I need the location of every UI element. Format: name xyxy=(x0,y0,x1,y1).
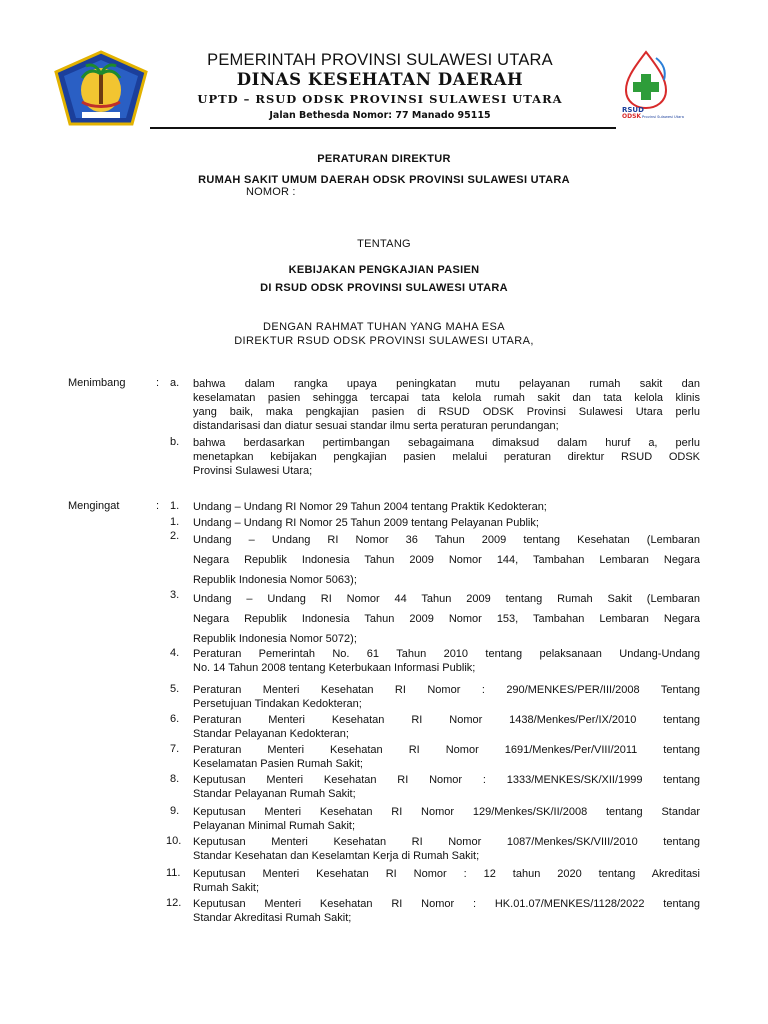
mengingat-item-marker: 5. xyxy=(170,683,180,695)
mengingat-item-line: Standar Pelayanan Kedokteran; xyxy=(193,728,349,740)
mengingat-item-marker: 6. xyxy=(170,713,180,725)
menimbang-item-line: Provinsi Sulawesi Utara; xyxy=(193,465,313,477)
mengingat-item-line: Keputusan Menteri Kesehatan RI Nomor 1087/Menkes/SK/VIII/2010 tentang xyxy=(193,836,700,848)
director-line: DIREKTUR RSUD ODSK PROVINSI SULAWESI UTARA, xyxy=(234,335,534,347)
mengingat-item-marker: 11. xyxy=(166,867,181,879)
letterhead-divider xyxy=(150,127,616,129)
mengingat-item-marker: 1. xyxy=(170,516,180,528)
menimbang-item-text xyxy=(193,377,700,433)
subject-line-1: KEBIJAKAN PENGKAJIAN PASIEN xyxy=(288,264,480,276)
mengingat-item-line: Negara Republik Indonesia Tahun 2009 Nomor 144, Tambahan Lembaran Negara xyxy=(193,554,700,566)
mengingat-item-marker: 10. xyxy=(166,835,182,847)
menimbang-item-line: keselamatan pasien sehingga tercapai tata kelola rumah sakit dan tata kelola klinis xyxy=(193,392,700,404)
letterhead xyxy=(150,50,610,123)
mengingat-item-text xyxy=(193,835,700,863)
menimbang-item-line: bahwa dalam rangka upaya peningkatan mutu pelayanan rumah sakit dan xyxy=(193,378,700,390)
menimbang-item-marker: a. xyxy=(170,377,180,389)
menimbang-item-line: yang baik, maka pengkajian pasien di RSUD ODSK Provinsi Sulawesi Utara perlu xyxy=(193,406,700,418)
menimbang-item-marker: b. xyxy=(170,436,180,448)
mengingat-item-line: Persetujuan Tindakan Kedokteran; xyxy=(193,698,362,710)
mengingat-item-text xyxy=(193,683,700,711)
mengingat-item-line: Peraturan Pemerintah No. 61 Tahun 2010 tentang pelaksanaan Undang-Undang xyxy=(193,648,700,660)
mengingat-item-line: Keputusan Menteri Kesehatan RI Nomor 129/Menkes/SK/II/2008 tentang Standar xyxy=(193,806,700,818)
mengingat-item-text xyxy=(193,805,700,833)
mengingat-colon: : xyxy=(156,500,160,512)
logo-text-province: Provinsi Sulawesi Utara xyxy=(642,115,684,119)
mengingat-item-marker: 7. xyxy=(170,743,180,755)
logo-text-rsud: RSUD xyxy=(622,106,644,114)
mengingat-item-line: Standar Akreditasi Rumah Sakit; xyxy=(193,912,352,924)
mengingat-item-text xyxy=(193,500,700,514)
mengingat-item-marker: 8. xyxy=(170,773,180,785)
mengingat-item-line: Undang – Undang RI Nomor 36 Tahun 2009 tentang Kesehatan (Lembaran xyxy=(193,534,700,546)
mengingat-item-text xyxy=(193,647,700,675)
mengingat-item-marker: 4. xyxy=(170,647,180,659)
menimbang-item-line: bahwa berdasarkan pertimbangan sebagaimana dimaksud dalam huruf a, perlu xyxy=(193,437,700,449)
mengingat-item-line: Keputusan Menteri Kesehatan RI Nomor : HK.01.07/MENKES/1128/2022 tentang xyxy=(193,898,700,910)
document-number: NOMOR : xyxy=(246,186,296,198)
mengingat-item-marker: 12. xyxy=(166,897,182,909)
mengingat-label: Mengingat xyxy=(68,500,120,512)
mengingat-item-text xyxy=(193,516,700,530)
invocation: DENGAN RAHMAT TUHAN YANG MAHA ESA xyxy=(262,321,505,333)
mengingat-item-line: Negara Republik Indonesia Tahun 2009 Nomor 153, Tambahan Lembaran Negara xyxy=(193,613,700,625)
subject-line-2: DI RSUD ODSK PROVINSI SULAWESI UTARA xyxy=(260,282,508,294)
mengingat-item-line: No. 14 Tahun 2008 tentang Keterbukaan Informasi Publik; xyxy=(193,662,476,674)
mengingat-item-marker: 1. xyxy=(170,500,180,512)
mengingat-item-line: Standar Pelayanan Rumah Sakit; xyxy=(193,788,356,800)
mengingat-item-text xyxy=(193,530,700,590)
tentang-label: TENTANG xyxy=(357,238,411,250)
menimbang-item-text xyxy=(193,436,700,478)
letterhead-address: Jalan Bethesda Nomor: 77 Manado 95115 xyxy=(269,110,491,121)
logo-text-odsk: ODSK xyxy=(622,113,642,120)
mengingat-item-line: Republik Indonesia Nomor 5072); xyxy=(193,633,357,645)
menimbang-item-line: menetapkan kebijakan pengkajian pasien melalui peraturan direktur RSUD ODSK xyxy=(193,451,700,463)
mengingat-item-line: Undang – Undang RI Nomor 25 Tahun 2009 tentang Pelayanan Publik; xyxy=(193,517,539,529)
mengingat-item-marker: 3. xyxy=(170,589,180,601)
mengingat-item-text xyxy=(193,713,700,741)
mengingat-item-line: Standar Kesehatan dan Keselamtan Kerja di Rumah Sakit; xyxy=(193,850,480,862)
mengingat-item-line: Republik Indonesia Nomor 5063); xyxy=(193,574,357,586)
menimbang-colon: : xyxy=(156,377,160,389)
mengingat-item-marker: 2. xyxy=(170,530,180,542)
province-emblem-logo xyxy=(52,50,150,128)
document-issuer: RUMAH SAKIT UMUM DAERAH ODSK PROVINSI SULAWESI UTARA xyxy=(198,174,570,186)
mengingat-item-text xyxy=(193,743,700,771)
mengingat-item-line: Peraturan Menteri Kesehatan RI Nomor 1438/Menkes/Per/IX/2010 tentang xyxy=(193,714,700,726)
mengingat-item-line: Undang – Undang RI Nomor 29 Tahun 2004 tentang Praktik Kedokteran; xyxy=(193,501,547,513)
mengingat-item-line: Pelayanan Minimal Rumah Sakit; xyxy=(193,820,356,832)
rsud-odsk-logo xyxy=(616,50,704,120)
mengingat-item-line: Keselamatan Pasien Rumah Sakit; xyxy=(193,758,363,770)
menimbang-item-line: distandarisasi dan diatur sesuai standar ilmu serta peraturan perundangan; xyxy=(193,420,559,432)
mengingat-item-text xyxy=(193,867,700,895)
mengingat-item-line: Peraturan Menteri Kesehatan RI Nomor : 290/MENKES/PER/III/2008 Tentang xyxy=(193,684,700,696)
mengingat-item-text xyxy=(193,897,700,925)
mengingat-item-line: Keputusan Menteri Kesehatan RI Nomor : 12 tahun 2020 tentang Akreditasi xyxy=(193,868,700,880)
mengingat-item-line: Peraturan Menteri Kesehatan RI Nomor 1691/Menkes/Per/VIII/2011 tentang xyxy=(193,744,700,756)
mengingat-item-text xyxy=(193,589,700,649)
letterhead-government: PEMERINTAH PROVINSI SULAWESI UTARA xyxy=(207,51,553,69)
document-title: PERATURAN DIREKTUR xyxy=(317,153,451,165)
mengingat-item-line: Rumah Sakit; xyxy=(193,882,260,894)
letterhead-agency: DINAS KESEHATAN DAERAH xyxy=(236,70,524,89)
menimbang-label: Menimbang xyxy=(68,377,126,389)
mengingat-item-marker: 9. xyxy=(170,805,180,817)
mengingat-item-text xyxy=(193,773,700,801)
mengingat-item-line: Undang – Undang RI Nomor 44 Tahun 2009 tentang Rumah Sakit (Lembaran xyxy=(193,593,700,605)
letterhead-unit: UPTD – RSUD ODSK PROVINSI SULAWESI UTARA xyxy=(197,92,563,106)
mengingat-item-line: Keputusan Menteri Kesehatan RI Nomor : 1333/MENKES/SK/XII/1999 tentang xyxy=(193,774,700,786)
